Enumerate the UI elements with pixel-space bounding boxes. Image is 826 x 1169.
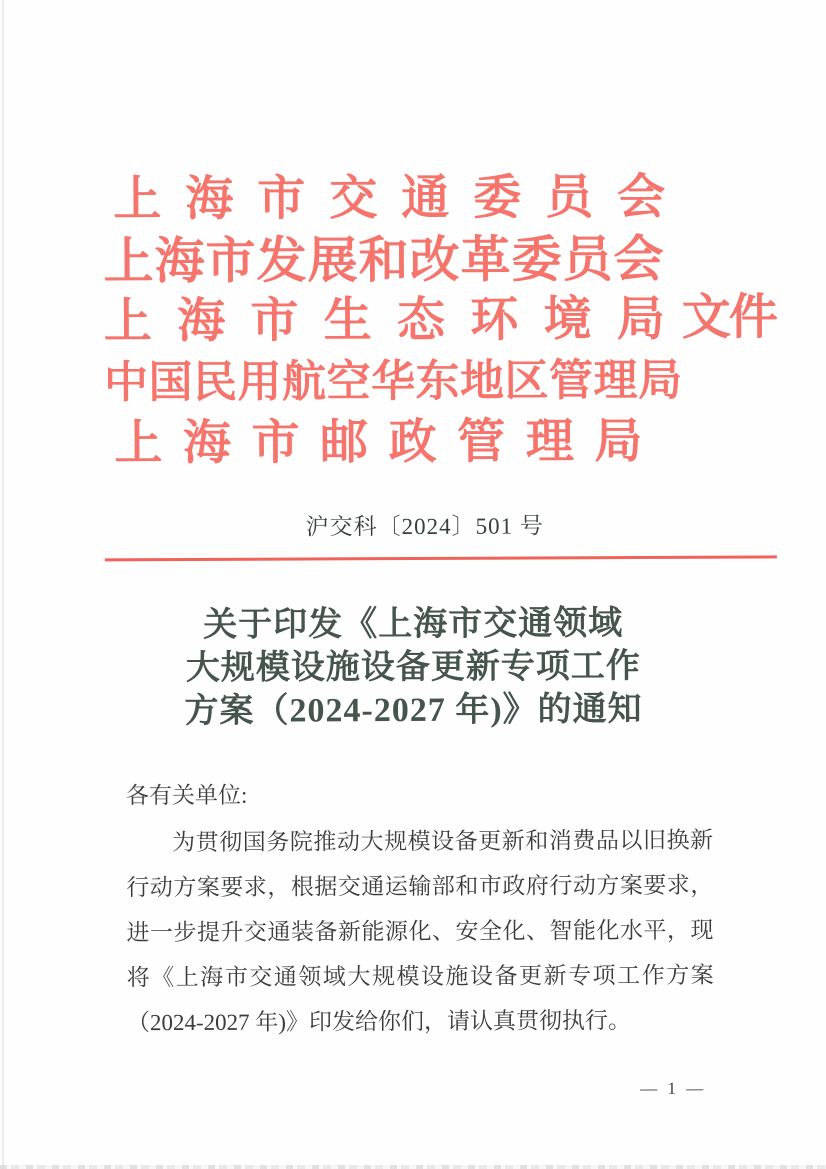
salutation: 各有关单位: (125, 782, 248, 809)
document-title (0, 601, 826, 734)
document-number: 沪交科〔2024〕501 号 (305, 513, 544, 540)
agency-name-ecology-environment-bureau: 上 海 市 生 态 环 境 局 (103, 292, 665, 348)
title-line-1: 关于印发《上海市交通领域 (203, 605, 624, 644)
agency-name-civil-aviation-east-china-administration: 中国民用航空华东地区管理局 (104, 355, 683, 408)
agency-line-with-file-label (103, 284, 776, 348)
body-line: 进一步提升交通装备新能源化、安全化、智能化水平，现 (126, 917, 714, 946)
file-label: 文件 (681, 289, 776, 345)
red-divider-line (105, 555, 777, 561)
title-line-2: 大规模设施设备更新专项工作 (185, 648, 641, 687)
document-body (126, 771, 714, 1046)
agency-name-postal-administration: 上 海 市 邮 政 管 理 局 (114, 414, 643, 470)
body-line: 将《上海市交通领域大规模设施设备更新专项工作方案 (126, 962, 714, 991)
body-line: 行动方案要求，根据交通运输部和市政府行动方案要求， (126, 872, 714, 901)
body-line: （2024-2027 年)》印发给你们，请认真贯彻执行。 (126, 1008, 632, 1036)
letterhead (103, 158, 776, 470)
agency-name-transport-commission: 上 海 市 交 通 委 员 会 (113, 170, 666, 226)
agency-name-development-reform-commission: 上海市发展和改革委员会 (103, 230, 665, 290)
page-number: — 1 — (640, 1078, 707, 1099)
body-line: 为贯彻国务院推动大规模设备更新和消费品以旧换新 (172, 827, 714, 856)
title-line-3: 方案（2024-2027 年)》的通知 (184, 690, 643, 730)
